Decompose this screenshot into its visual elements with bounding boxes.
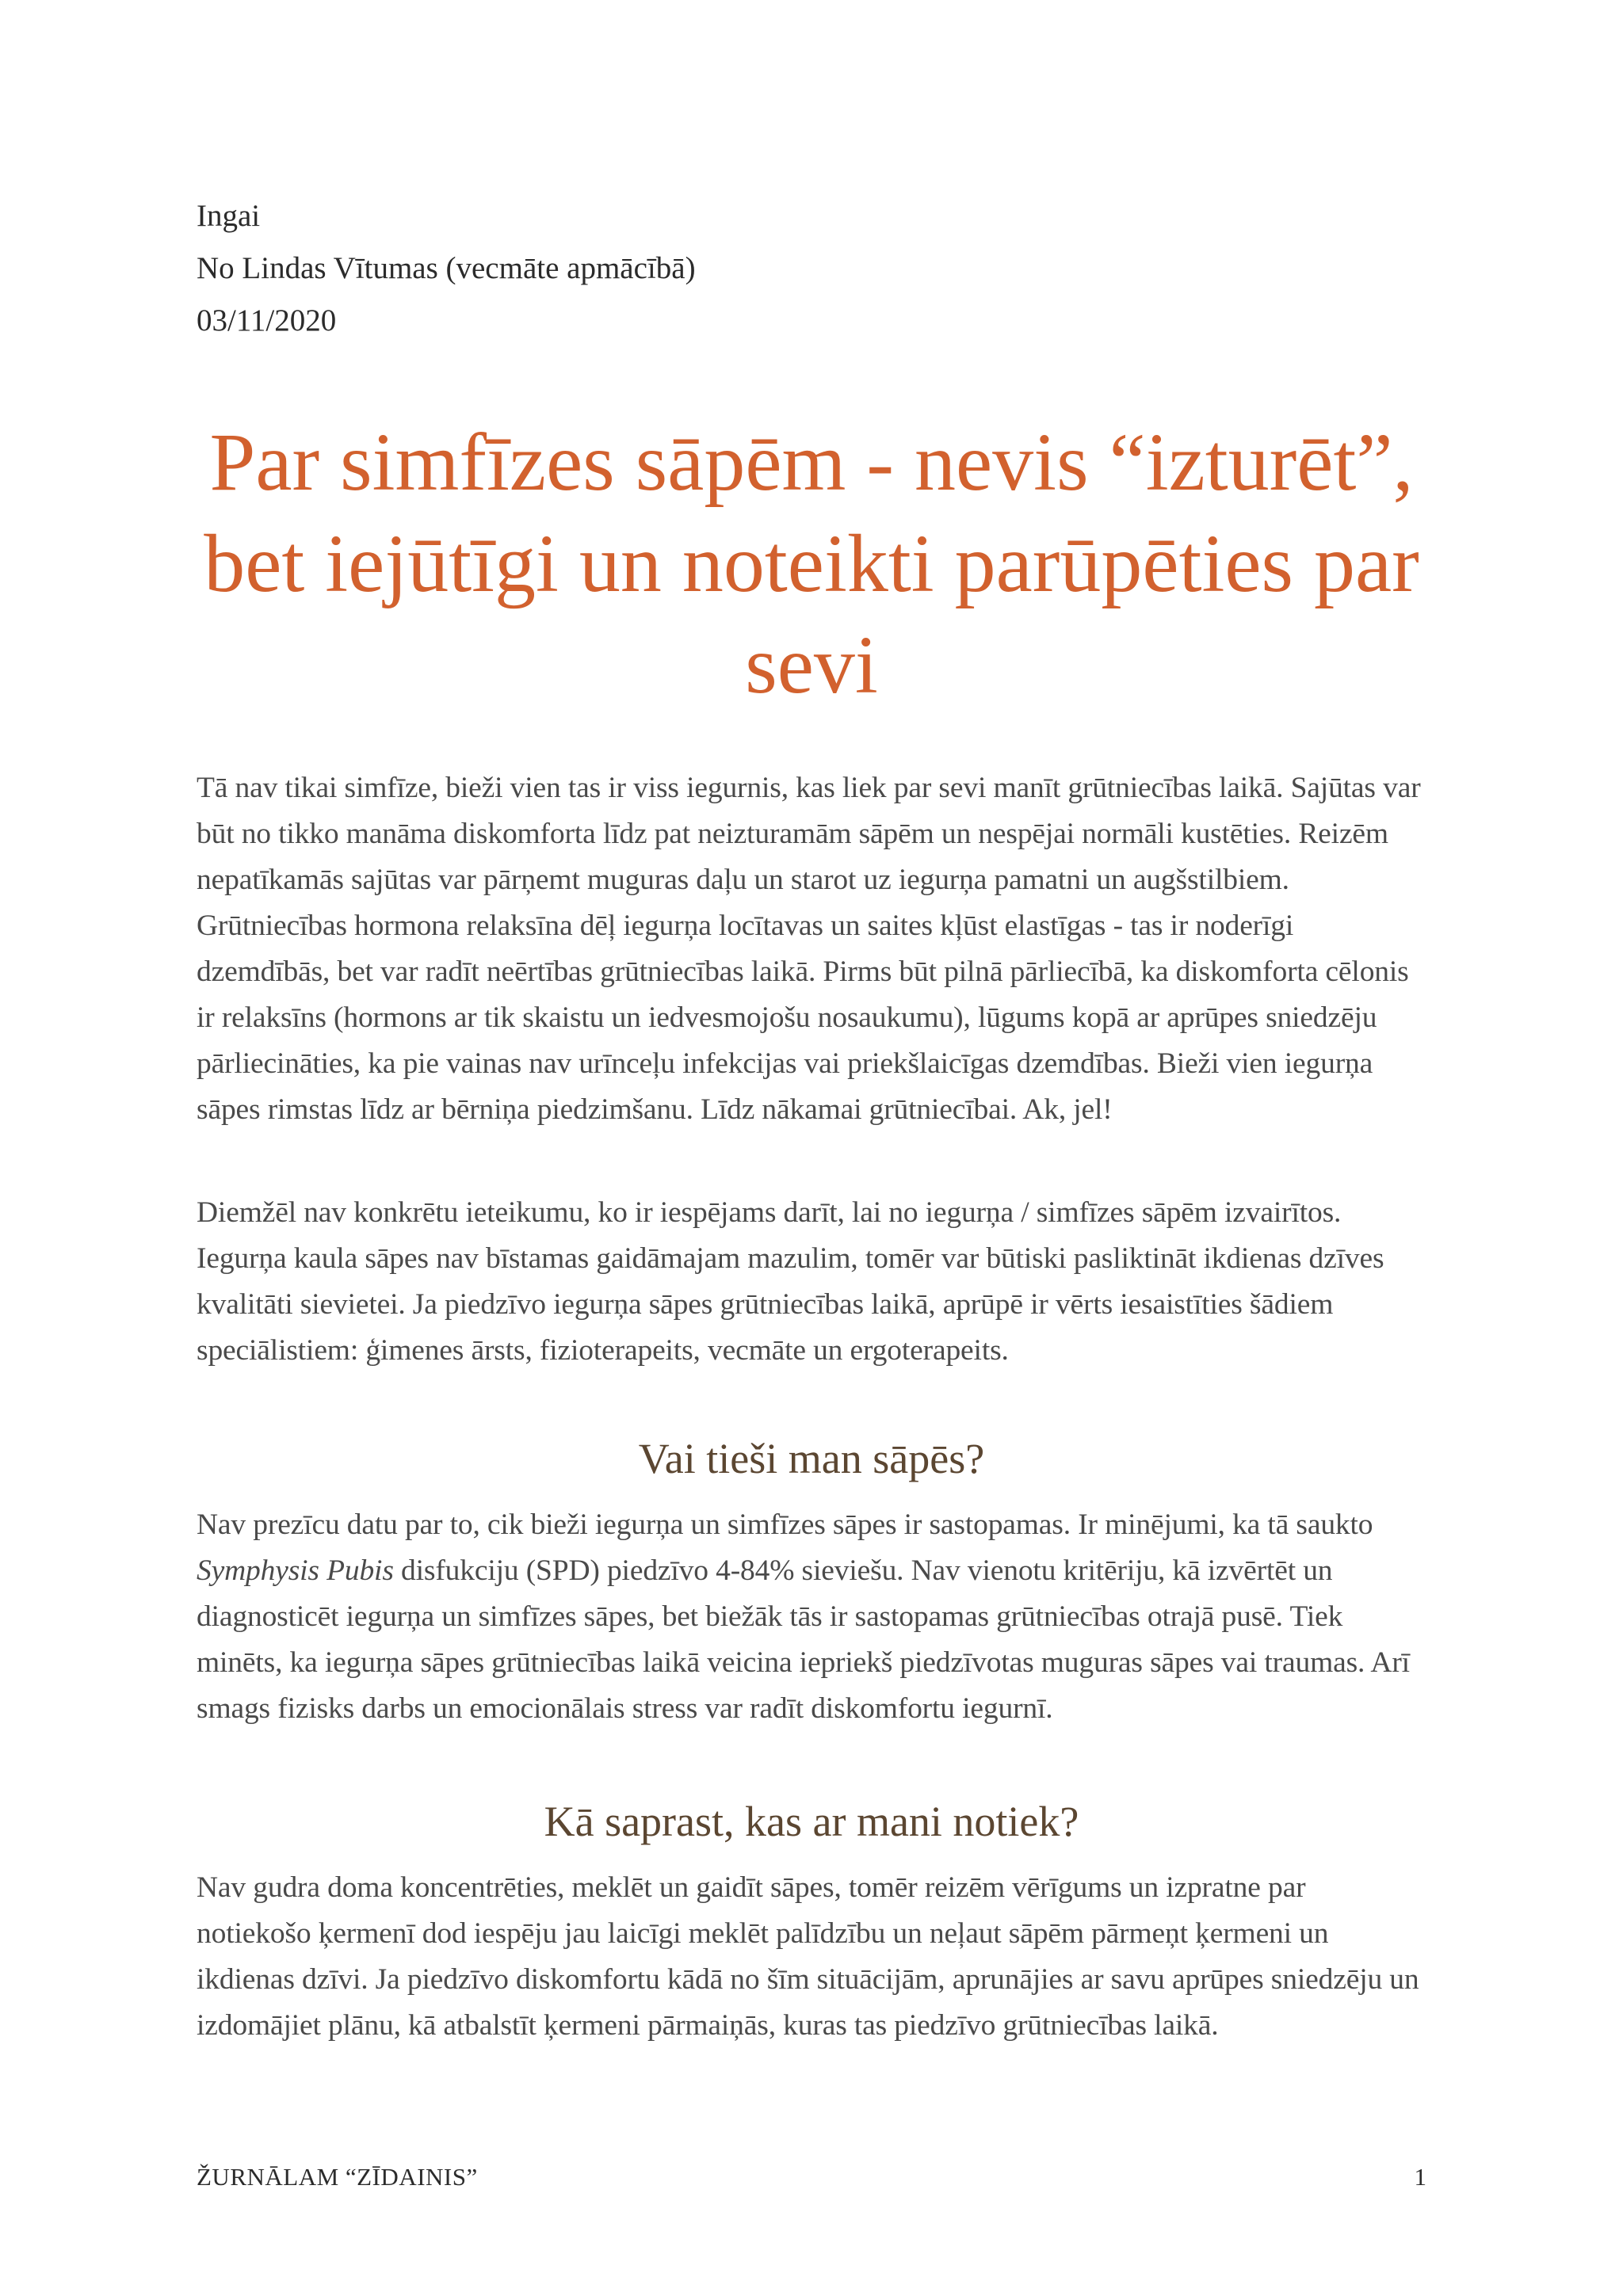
paragraph-prevalence-start: Nav prezīcu datu par to, cik bieži iegurņa un simfīzes sāpes ir sastopamas. Ir minējumi, ka tā saukto <box>197 1508 1373 1541</box>
letter-header <box>197 190 696 347</box>
paragraph-prevalence-end: disfukciju (SPD) piedzīvo 4-84% sieviešu. Nav vienotu kritēriju, kā izvērtēt un diagnosticēt iegurņa un simfīzes sāpes, bet biežāk tās ir sastopamas grūtniecības otrajā pusē. Tiek minēts, ka iegurņa sāpes grūtniecības laikā veicina iepriekš piedzīvotas muguras sāpes vai traumas. Arī smags fizisks darbs un emocionālais stress var radīt diskomfortu iegurnī. <box>197 1554 1410 1725</box>
footer-journal-name: ŽURNĀLAM “ZĪDAINIS” <box>197 2163 478 2191</box>
recipient-line: Ingai <box>197 199 261 233</box>
date-line: 03/11/2020 <box>197 303 337 338</box>
article-title: Par simfīzes sāpēm - nevis “izturēt”, bet iejūtīgi un noteikti parūpēties par sevi <box>204 417 1419 711</box>
section-heading-will-it-hurt: Vai tieši man sāpēs? <box>638 1435 985 1482</box>
paragraph-prevalence <box>197 1502 1426 1732</box>
latin-term: Symphysis Pubis <box>197 1554 394 1587</box>
section-heading-how-to-understand: Kā saprast, kas ar mani notiek? <box>544 1798 1079 1845</box>
paragraph-awareness: Nav gudra doma koncentrēties, meklēt un gaidīt sāpes, tomēr reizēm vērīgums un izpratne par notiekošo ķermenī dod iespēju jau laicīgi meklēt palīdzību un neļaut sāpēm pārmeņt ķermeni un ikdienas dzīvi. Ja piedzīvo diskomfortu kādā no šīm situācijām, aprunājies ar savu aprūpes sniedzēju un izdomājiet plānu, kā atbalstīt ķermeni pārmaiņās, kuras tas piedzīvo grūtniecības laikā. <box>197 1871 1419 2042</box>
author-line: No Lindas Vītumas (vecmāte apmācībā) <box>197 251 696 285</box>
footer-page-number: 1 <box>1414 2163 1426 2191</box>
paragraph-prevention: Diemžēl nav konkrētu ieteikumu, ko ir iespējams darīt, lai no iegurņa / simfīzes sāpēm izvairītos. Iegurņa kaula sāpes nav bīstamas gaidāmajam mazulim, tomēr var būtiski pasliktināt ikdienas dzīves kvalitāti sievietei. Ja piedzīvo iegurņa sāpes grūtniecības laikā, aprūpē ir vērts iesaistīties šādiem speciālistiem: ģimenes ārsts, fizioterapeits, vecmāte un ergoterapeits. <box>197 1196 1384 1367</box>
paragraph-intro: Tā nav tikai simfīze, bieži vien tas ir viss iegurnis, kas liek par sevi manīt grūtniecības laikā. Sajūtas var būt no tikko manāma diskomforta līdz pat neizturamām sāpēm un nespējai normāli kustēties. Reizēm nepatīkamās sajūtas var pārņemt muguras daļu un starot uz iegurņa pamatni un augšstilbiem. Grūtniecības hormona relaksīna dēļ iegurņa locītavas un saites kļūst elastīgas - tas ir noderīgi dzemdībās, bet var radīt neērtības grūtniecības laikā. Pirms būt pilnā pārliecībā, ka diskomforta cēlonis ir relaksīns (hormons ar tik skaistu un iedvesmojošu nosaukumu), lūgums kopā ar aprūpes sniedzēju pārliecināties, ka pie vainas nav urīnceļu infekcijas vai priekšlaicīgas dzemdības. Bieži vien iegurņa sāpes rimstas līdz ar bērniņa piedzimšanu. Līdz nākamai grūtniecībai. Ak, jel! <box>197 772 1421 1126</box>
